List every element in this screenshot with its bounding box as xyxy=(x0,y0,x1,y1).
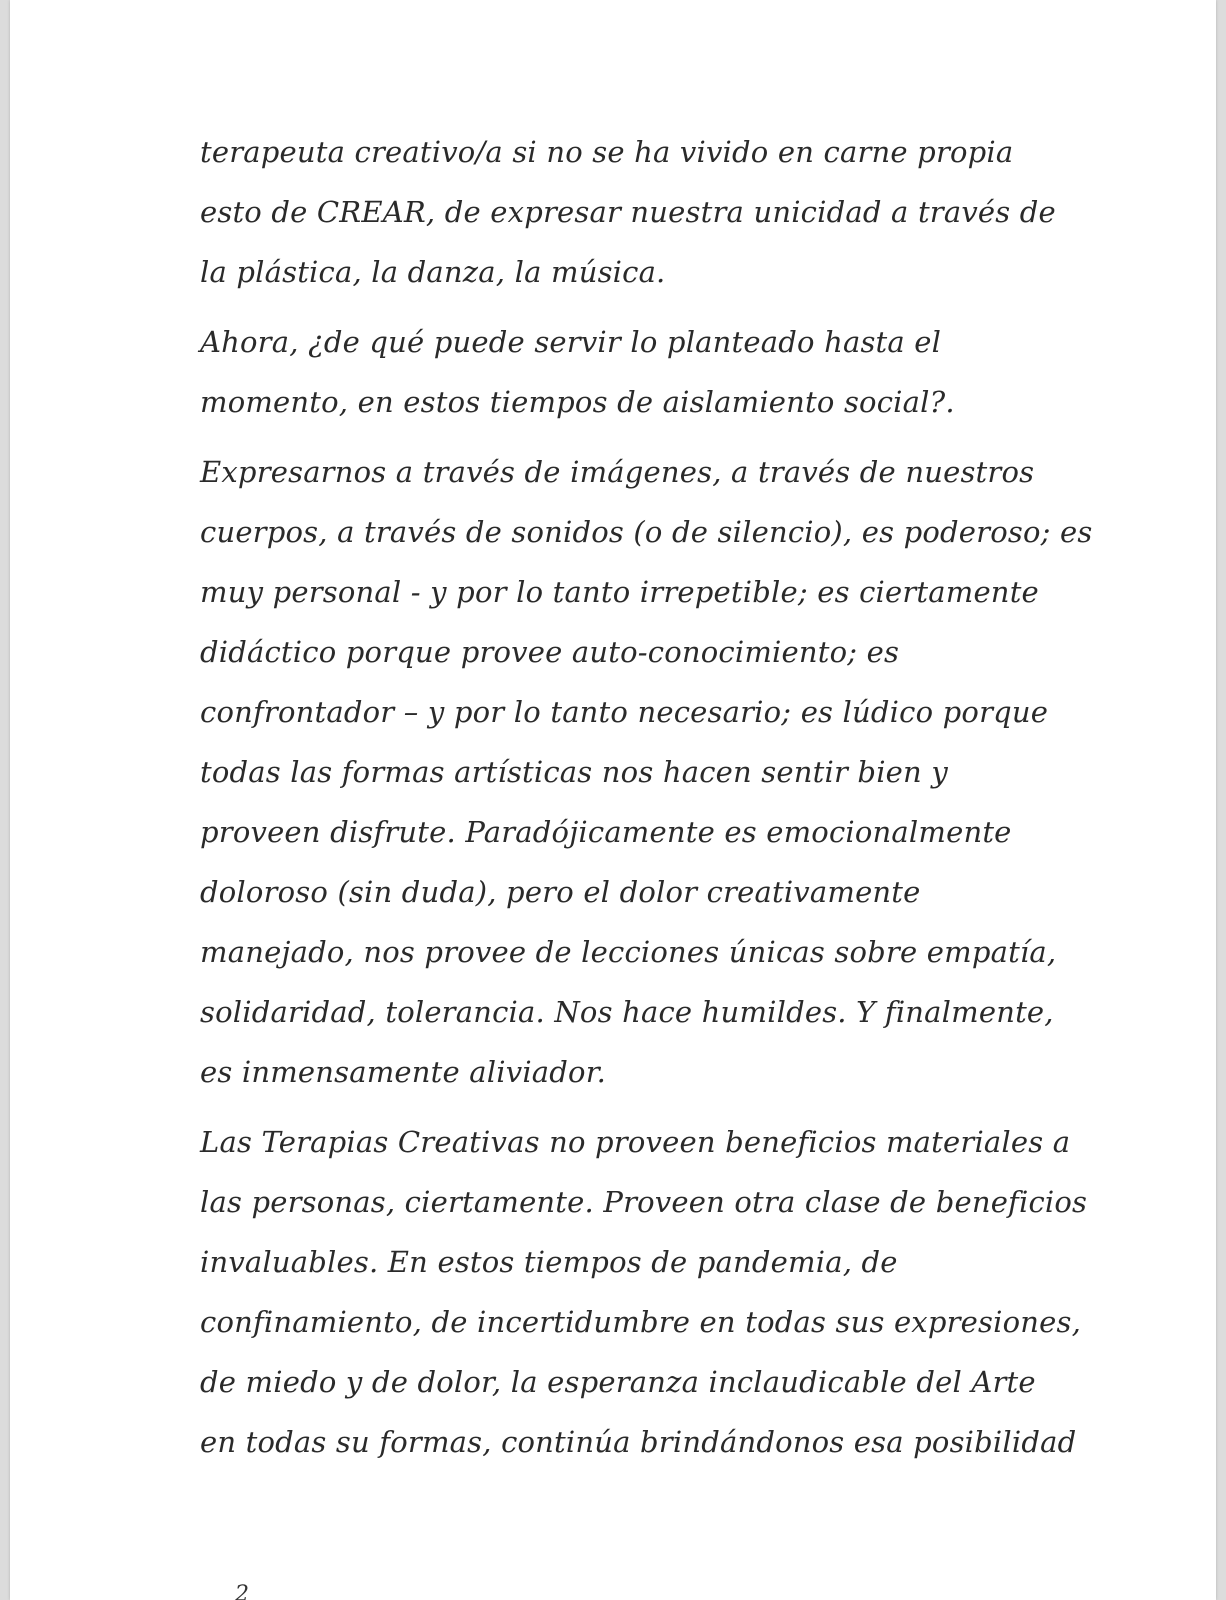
text-line: invaluables. En estos tiempos de pandemia, de xyxy=(200,1245,898,1279)
text-line: momento, en estos tiempos de aislamiento social?. xyxy=(200,385,955,419)
text-line: la plástica, la danza, la música. xyxy=(200,255,666,289)
text-line: solidaridad, tolerancia. Nos hace humildes. Y finalmente, xyxy=(200,995,1054,1029)
text-line: didáctico porque provee auto-conocimiento; es xyxy=(200,635,900,669)
text-line: proveen disfrute. Paradójicamente es emocionalmente xyxy=(200,815,1012,849)
text-line: muy personal - y por lo tanto irrepetible; es ciertamente xyxy=(200,575,1039,609)
text-line: doloroso (sin duda), pero el dolor creativamente xyxy=(200,875,921,909)
text-line: confrontador – y por lo tanto necesario; es lúdico porque xyxy=(200,695,1049,729)
body-text xyxy=(200,122,1093,1482)
document-page xyxy=(10,0,1216,1600)
text-line: las personas, ciertamente. Proveen otra clase de beneficios xyxy=(200,1185,1088,1219)
text-line: es inmensamente aliviador. xyxy=(200,1055,607,1089)
page-number: 2 xyxy=(235,1582,249,1600)
text-line: Expresarnos a través de imágenes, a través de nuestros xyxy=(200,455,1035,489)
text-line: manejado, nos provee de lecciones únicas sobre empatía, xyxy=(200,935,1057,969)
text-line: Ahora, ¿de qué puede servir lo planteado hasta el xyxy=(200,325,942,359)
text-line: en todas su formas, continúa brindándonos esa posibilidad xyxy=(200,1425,1077,1459)
text-line: confinamiento, de incertidumbre en todas sus expresiones, xyxy=(200,1305,1082,1339)
paragraph-4 xyxy=(200,1112,1088,1472)
paragraph-1 xyxy=(200,122,1060,302)
paragraph-2 xyxy=(200,312,1060,432)
text-line: de miedo y de dolor, la esperanza inclaudicable del Arte xyxy=(200,1365,1036,1399)
text-line: esto de CREAR, de expresar nuestra unicidad a través de xyxy=(200,195,1056,229)
paragraph-3 xyxy=(200,442,1093,1102)
text-line: Las Terapias Creativas no proveen beneficios materiales a xyxy=(200,1125,1071,1159)
text-line: cuerpos, a través de sonidos (o de silencio), es poderoso; es xyxy=(200,515,1093,549)
text-line: terapeuta creativo/a si no se ha vivido en carne propia xyxy=(200,135,1014,169)
text-line: todas las formas artísticas nos hacen sentir bien y xyxy=(200,755,948,789)
